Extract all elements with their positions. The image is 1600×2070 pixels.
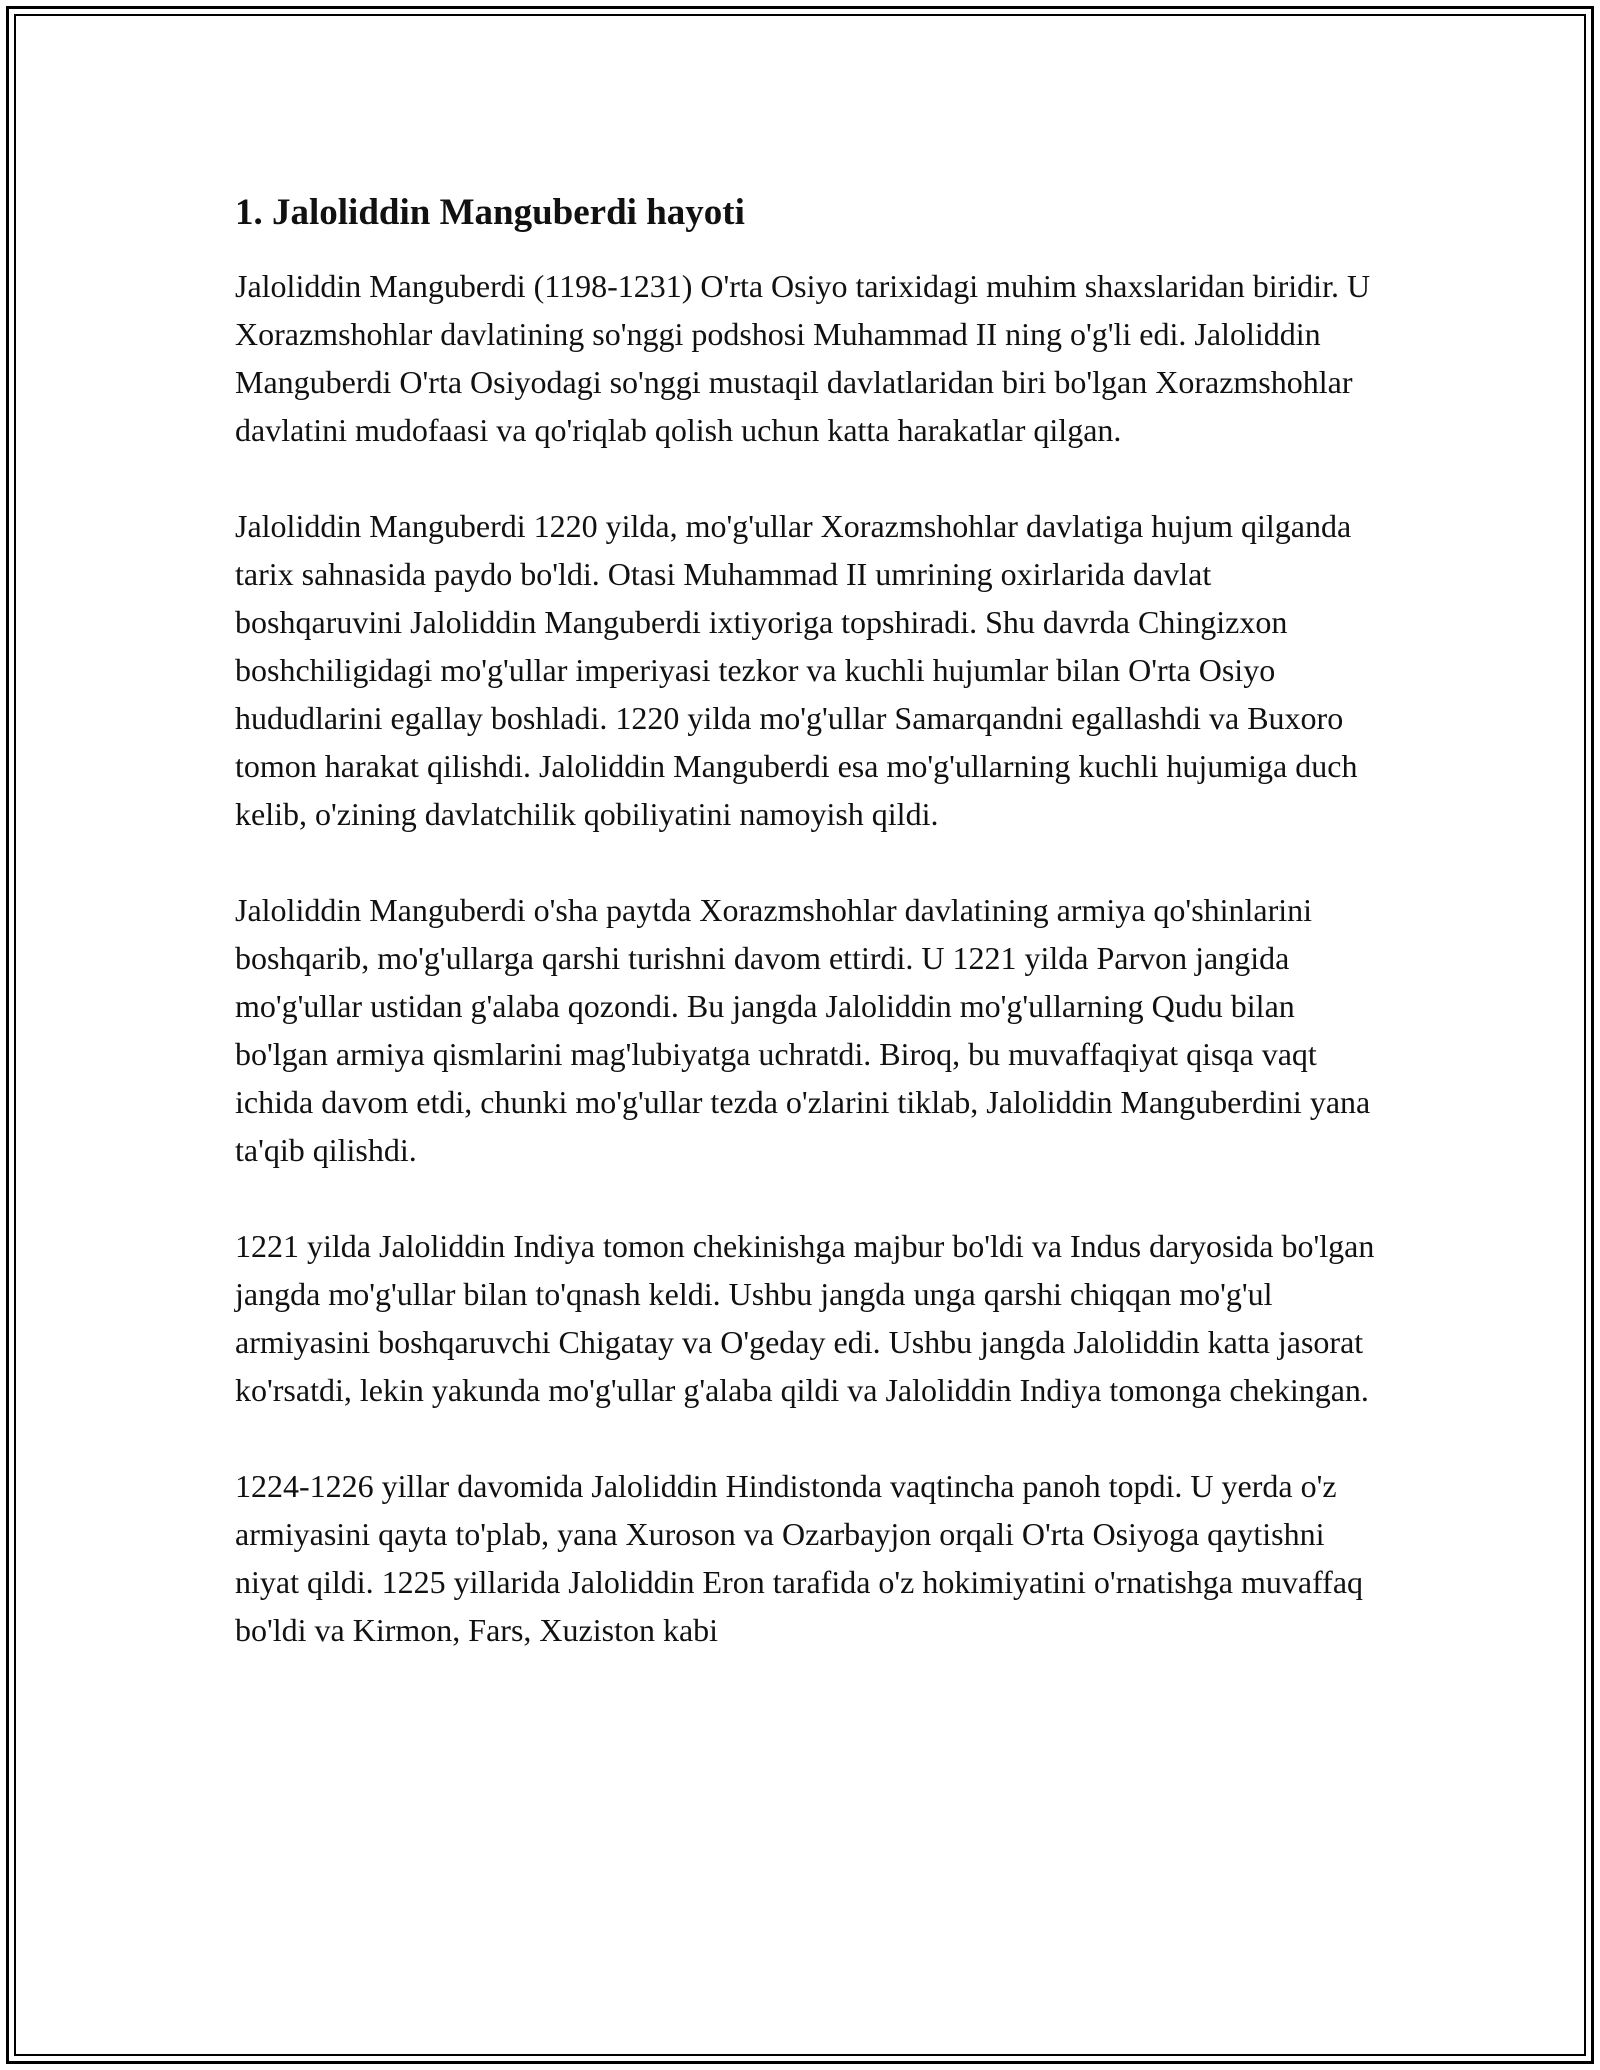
paragraph-2: Jaloliddin Manguberdi 1220 yilda, mo'g'ullar Xorazmshohlar davlatiga hujum qilganda tarix sahnasida paydo bo'ldi. Otasi Muhammad II umrining oxirlarida davlat boshqaruvini Jaloliddin Manguberdi ixtiyoriga topshiradi. Shu davrda Chingizxon boshchiligidagi mo'g'ullar imperiyasi tezkor va kuchli hujumlar bilan O'rta Osiyo hududlarini egallay boshladi. 1220 yilda mo'g'ullar Samarqandni egallashdi va Buxoro tomon harakat qilishdi. Jaloliddin Manguberdi esa mo'g'ullarning kuchli hujumiga duch kelib, o'zining davlatchilik qobiliyatini namoyish qildi. bbox=[235, 508, 1358, 832]
paragraph-3: Jaloliddin Manguberdi o'sha paytda Xorazmshohlar davlatining armiya qo'shinlarini boshqarib, mo'g'ullarga qarshi turishni davom ettirdi. U 1221 yilda Parvon jangida mo'g'ullar ustidan g'alaba qozondi. Bu jangda Jaloliddin mo'g'ullarning Qudu bilan bo'lgan armiya qismlarini mag'lubiyatga uchratdi. Biroq, bu muvaffaqiyat qisqa vaqt ichida davom etdi, chunki mo'g'ullar tezda o'zlarini tiklab, Jaloliddin Manguberdini yana ta'qib qilishdi. bbox=[235, 892, 1371, 1168]
paragraph-4: 1221 yilda Jaloliddin Indiya tomon chekinishga majbur bo'ldi va Indus daryosida bo'lgan jangda mo'g'ullar bilan to'qnash keldi. Ushbu jangda unga qarshi chiqqan mo'g'ul armiyasini boshqaruvchi Chigatay va O'geday edi. Ushbu jangda Jaloliddin katta jasorat ko'rsatdi, lekin yakunda mo'g'ullar g'alaba qildi va Jaloliddin Indiya tomonga chekingan. bbox=[235, 1228, 1375, 1408]
paragraph-5: 1224-1226 yillar davomida Jaloliddin Hindistonda vaqtincha panoh topdi. U yerda o'z armiyasini qayta to'plab, yana Xuroson va Ozarbayjon orqali O'rta Osiyoga qaytishni niyat qildi. 1225 yillarida Jaloliddin Eron tarafida o'z hokimiyatini o'rnatishga muvaffaq bo'ldi va Kirmon, Fars, Xuziston kabi bbox=[235, 1468, 1364, 1648]
section-heading: 1. Jaloliddin Manguberdi hayoti bbox=[235, 192, 745, 233]
paragraph-1: Jaloliddin Manguberdi (1198-1231) O'rta Osiyo tarixidagi muhim shaxslaridan biridir. U Xorazmshohlar davlatining so'nggi podshosi Muhammad II ning o'g'li edi. Jaloliddin Manguberdi O'rta Osiyodagi so'nggi mustaqil davlatlaridan biri bo'lgan Xorazmshohlar davlatini mudofaasi va qo'riqlab qolish uchun katta harakatlar qilgan. bbox=[235, 268, 1371, 448]
document-body bbox=[235, 188, 1380, 1702]
